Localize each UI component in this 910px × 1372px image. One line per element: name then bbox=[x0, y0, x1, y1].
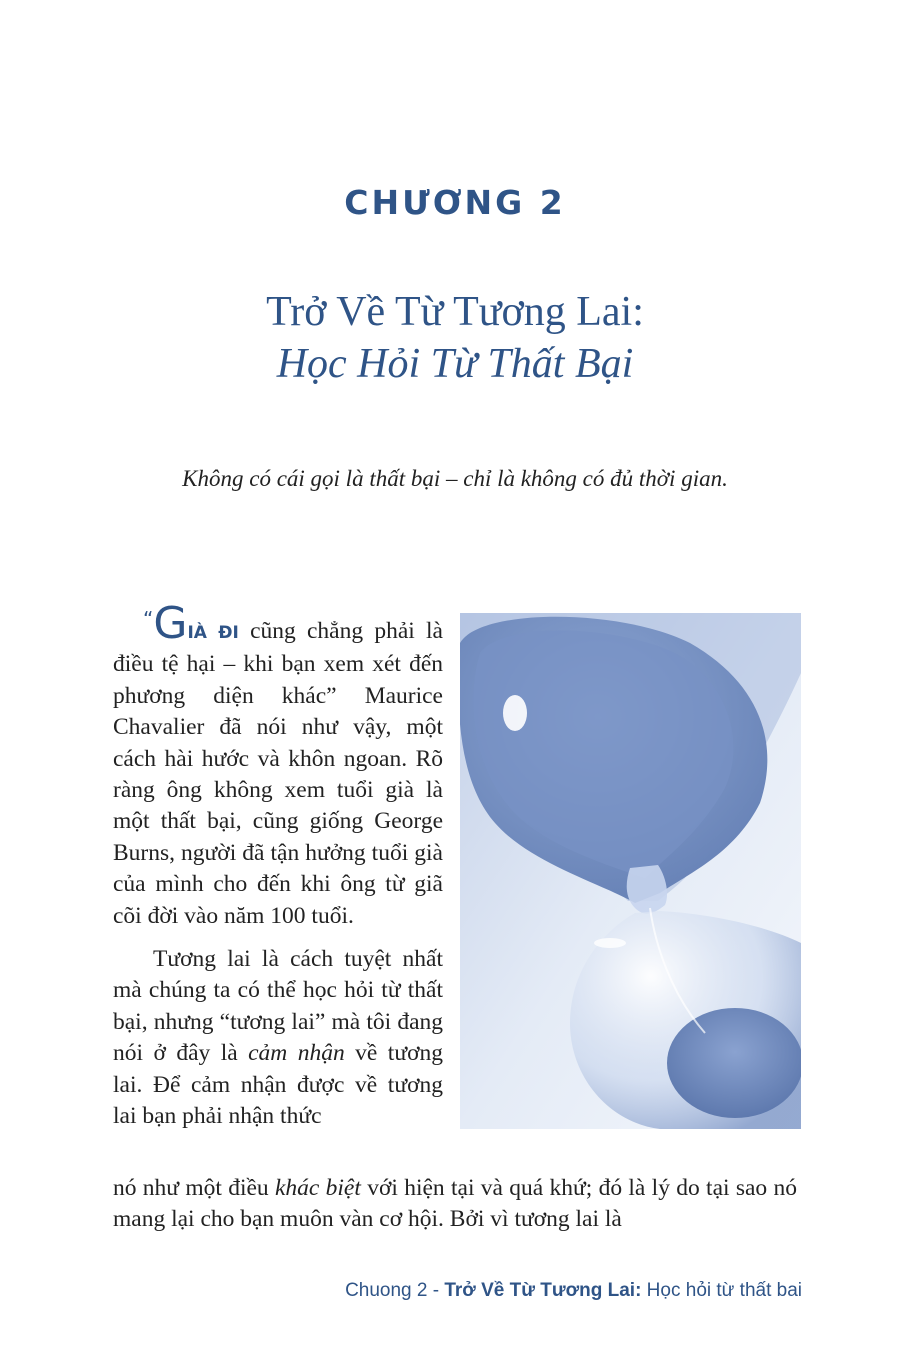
chapter-subtitle: Học Hỏi Từ Thất Bại bbox=[276, 341, 634, 387]
paragraph-2-italic-b: khác biệt bbox=[274, 1175, 361, 1201]
paragraph-2-text-a: Tương lai là cách tuyệt nhất mà chúng ta có thể học hỏi từ thất bại, nhưng “tương lai” mà tôi đang nói ở đây là bbox=[113, 946, 443, 1067]
paragraph-1-text: cũng chẳng phải là điều tệ hại – khi bạn xem xét đến phương diện khác” Maurice Chavalier đã nói như vậy, một cách hài hước và khôn ngoan. Rõ ràng ông không xem tuổi già là một thất bại, cũng giống George Burns, người đã tận hưởng tuổi già của mình cho đến khi ông từ giã cõi đời vào năm 100 tuổi. bbox=[113, 618, 443, 929]
footer-suffix: Học hỏi từ thất bai bbox=[641, 1280, 802, 1301]
hourglass-icon bbox=[460, 613, 801, 1129]
footer-bold-title: Trở Về Từ Tương Lai: bbox=[444, 1280, 642, 1301]
paragraph-2-tail-a: nó như một điều bbox=[113, 1175, 275, 1201]
paragraph-2-italic-a: cảm nhận bbox=[248, 1040, 345, 1067]
paragraph-1 bbox=[113, 598, 443, 932]
paragraph-2-tail-b: với hiện tại và quá khứ; đó là lý do tại sao nó mang lại cho bạn muôn vàn cơ hội. Bởi vì tương lai là bbox=[113, 1175, 797, 1233]
opening-quote-mark: “ bbox=[143, 607, 154, 631]
body-text-full-width bbox=[113, 1173, 797, 1236]
epigraph: Không có cái gọi là thất bại – chỉ là không có đủ thời gian. bbox=[182, 466, 728, 491]
chapter-title: Trở Về Từ Tương Lai: bbox=[266, 289, 644, 335]
paragraph-2 bbox=[113, 944, 443, 1132]
footer-prefix: Chuong 2 - bbox=[345, 1280, 445, 1301]
page-footer bbox=[345, 1280, 802, 1302]
paragraph-2-continued bbox=[113, 1173, 797, 1236]
drop-cap: G bbox=[153, 598, 188, 649]
lead-in-text: IÀ ĐI bbox=[187, 623, 239, 643]
paragraph-2-text-b: về tương lai. Để cảm nhận được về tương lai bạn phải nhận thức bbox=[113, 1040, 443, 1130]
chapter-label: CHƯƠNG 2 bbox=[344, 183, 566, 222]
hourglass-photo bbox=[460, 613, 801, 1129]
body-text-column bbox=[113, 598, 443, 1133]
